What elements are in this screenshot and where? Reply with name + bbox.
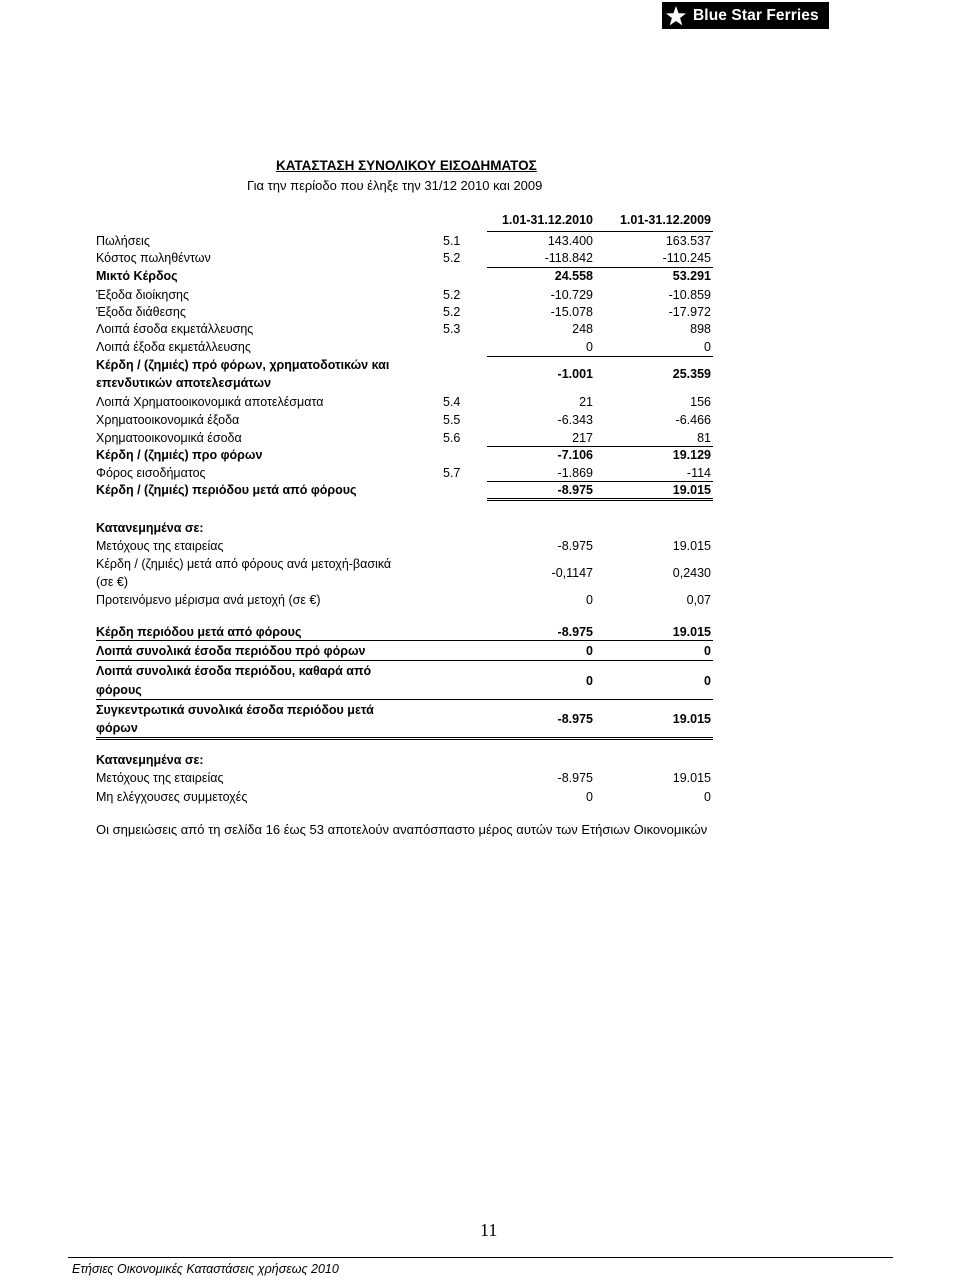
row-value-2010: 143.400 <box>547 234 593 248</box>
row-note: 5.3 <box>443 322 461 336</box>
owners-value-2009: 19.015 <box>672 539 711 553</box>
other-income-net-label: Λοιπά συνολικά έσοδα περιόδου, καθαρά από <box>96 664 372 678</box>
row-value-2009: 53.291 <box>672 269 711 283</box>
row-value-2010: 0 <box>586 340 593 354</box>
page-number: 11 <box>480 1220 498 1240</box>
star-icon <box>665 5 687 27</box>
dividend-value-2010: 0 <box>586 593 593 607</box>
row-divider <box>96 640 713 641</box>
row-value-2010: 24.558 <box>554 269 593 283</box>
row-value-2010: 217 <box>572 431 593 445</box>
dividend-value-2009: 0,07 <box>686 593 711 607</box>
company-logo <box>662 2 829 29</box>
logo-text: Blue Star Ferries <box>693 6 819 24</box>
other-income-pre-tax-value-2010: 0 <box>586 644 593 658</box>
row-value-2009: 0 <box>704 340 711 354</box>
row-value-2009: 81 <box>697 431 711 445</box>
row-label: Φόρος εισοδήματος <box>96 466 206 480</box>
total-double-rule <box>96 737 713 738</box>
eps-value-2009: 0,2430 <box>672 566 711 580</box>
row-value-2010: 21 <box>579 395 593 409</box>
row-label-continued: επενδυτικών αποτελεσμάτων <box>96 376 272 390</box>
row-value-2009: 163.537 <box>665 234 711 248</box>
row-label: Έξοδα διάθεσης <box>96 305 186 319</box>
row-value-2010: -7.106 <box>557 448 593 462</box>
row-label: Χρηματοοικονομικά έξοδα <box>96 413 240 427</box>
statement-subtitle: Για την περίοδο που έληξε την 31/12 2010 και 2009 <box>247 178 543 193</box>
total-comprehensive-value-2010: -8.975 <box>557 712 593 726</box>
row-value-2010: -6.343 <box>557 413 593 427</box>
row-note: 5.5 <box>443 413 461 427</box>
row-value-2010: 248 <box>572 322 593 336</box>
row-label: Πωλήσεις <box>96 234 150 248</box>
row-value-2009: -10.859 <box>668 288 711 302</box>
owners-value-2009: 19.015 <box>672 771 711 785</box>
row-value-2010: -8.975 <box>557 483 593 497</box>
row-label: Κέρδη / (ζημιές) πρό φόρων, χρηματοδοτικών και <box>96 358 390 372</box>
total-comprehensive-label-continued: φόρων <box>96 721 138 735</box>
footer-divider <box>68 1257 893 1258</box>
owners-value-2010: -8.975 <box>557 771 593 785</box>
eps-label: Κέρδη / (ζημιές) μετά από φόρους ανά μετοχή-βασικά <box>96 557 392 571</box>
row-note: 5.2 <box>443 251 461 265</box>
period-profit-label: Κέρδη περιόδου μετά από φόρους <box>96 625 302 639</box>
period-profit-value-2010: -8.975 <box>557 625 593 639</box>
other-income-net-label-continued: φόρους <box>96 683 142 697</box>
total-double-rule <box>96 739 713 740</box>
notes-footnote: Οι σημειώσεις από τη σελίδα 16 έως 53 αποτελούν αναπόσπαστο μέρος αυτών των Ετήσιων Οικονομικών <box>96 822 708 837</box>
total-double-rule <box>487 498 713 499</box>
eps-value-2010: -0,1147 <box>551 566 593 580</box>
row-value-2009: -110.245 <box>662 251 711 265</box>
owners-label: Μετόχους της εταιρείας <box>96 771 224 785</box>
other-income-net-value-2009: 0 <box>704 674 711 688</box>
other-income-pre-tax-value-2009: 0 <box>704 644 711 658</box>
row-note: 5.6 <box>443 431 461 445</box>
total-comprehensive-value-2009: 19.015 <box>672 712 711 726</box>
row-value-2009: -17.972 <box>668 305 711 319</box>
row-label: Κέρδη / (ζημιές) περιόδου μετά από φόρους <box>96 483 357 497</box>
row-value-2009: 19.015 <box>672 483 711 497</box>
row-note: 5.1 <box>443 234 461 248</box>
total-comprehensive-label: Συγκεντρωτικά συνολικά έσοδα περιόδου μετά <box>96 703 374 717</box>
header-divider <box>487 231 713 232</box>
row-label: Χρηματοοικονομικά έσοδα <box>96 431 242 445</box>
row-divider <box>96 699 713 700</box>
other-income-pre-tax-label: Λοιπά συνολικά έσοδα περιόδου πρό φόρων <box>96 644 366 658</box>
row-value-2010: -15.078 <box>550 305 593 319</box>
dividend-label: Προτεινόμενο μέρισμα ανά μετοχή (σε €) <box>96 593 321 607</box>
row-label: Λοιπά έσοδα εκμετάλλευσης <box>96 322 254 336</box>
row-note: 5.2 <box>443 288 461 302</box>
column-header-2009: 1.01-31.12.2009 <box>619 213 711 227</box>
row-value-2009: 25.359 <box>672 367 711 381</box>
allocation-heading: Κατανεμημένα σε: <box>96 521 204 535</box>
row-value-2010: -1.869 <box>557 466 593 480</box>
row-value-2009: 156 <box>690 395 711 409</box>
row-divider <box>96 660 713 661</box>
row-label: Κόστος πωληθέντων <box>96 251 211 265</box>
row-note: 5.4 <box>443 395 461 409</box>
row-note: 5.2 <box>443 305 461 319</box>
owners-value-2010: -8.975 <box>557 539 593 553</box>
statement-title: ΚΑΤΑΣΤΑΣΗ ΣΥΝΟΛΙΚΟΥ ΕΙΣΟΔΗΜΑΤΟΣ <box>276 158 537 173</box>
total-double-rule <box>487 500 713 501</box>
column-header-2010: 1.01-31.12.2010 <box>501 213 593 227</box>
row-label: Μικτό Κέρδος <box>96 269 178 283</box>
period-profit-value-2009: 19.015 <box>672 625 711 639</box>
row-label: Λοιπά έξοδα εκμετάλλευσης <box>96 340 251 354</box>
row-label: Κέρδη / (ζημιές) προ φόρων <box>96 448 263 462</box>
page-footer: Ετήσιες Οικονομικές Καταστάσεις χρήσεως 2010 <box>72 1262 339 1276</box>
other-income-net-value-2010: 0 <box>586 674 593 688</box>
row-value-2009: -114 <box>686 466 711 480</box>
row-value-2010: -10.729 <box>550 288 593 302</box>
row-label: Έξοδα διοίκησης <box>96 288 190 302</box>
row-label: Λοιπά Χρηματοοικονομικά αποτελέσματα <box>96 395 324 409</box>
row-note: 5.7 <box>443 466 461 480</box>
owners-label: Μετόχους της εταιρείας <box>96 539 224 553</box>
row-value-2009: 898 <box>690 322 711 336</box>
row-value-2010: -118.842 <box>544 251 593 265</box>
row-divider <box>487 356 713 357</box>
row-value-2010: -1.001 <box>557 367 593 381</box>
eps-label-continued: (σε €) <box>96 575 129 589</box>
row-value-2009: -6.466 <box>675 413 711 427</box>
row-value-2009: 19.129 <box>672 448 711 462</box>
minority-label: Μη ελέγχουσες συμμετοχές <box>96 790 248 804</box>
allocation-heading: Κατανεμημένα σε: <box>96 753 204 767</box>
minority-value-2009: 0 <box>704 790 711 804</box>
minority-value-2010: 0 <box>586 790 593 804</box>
